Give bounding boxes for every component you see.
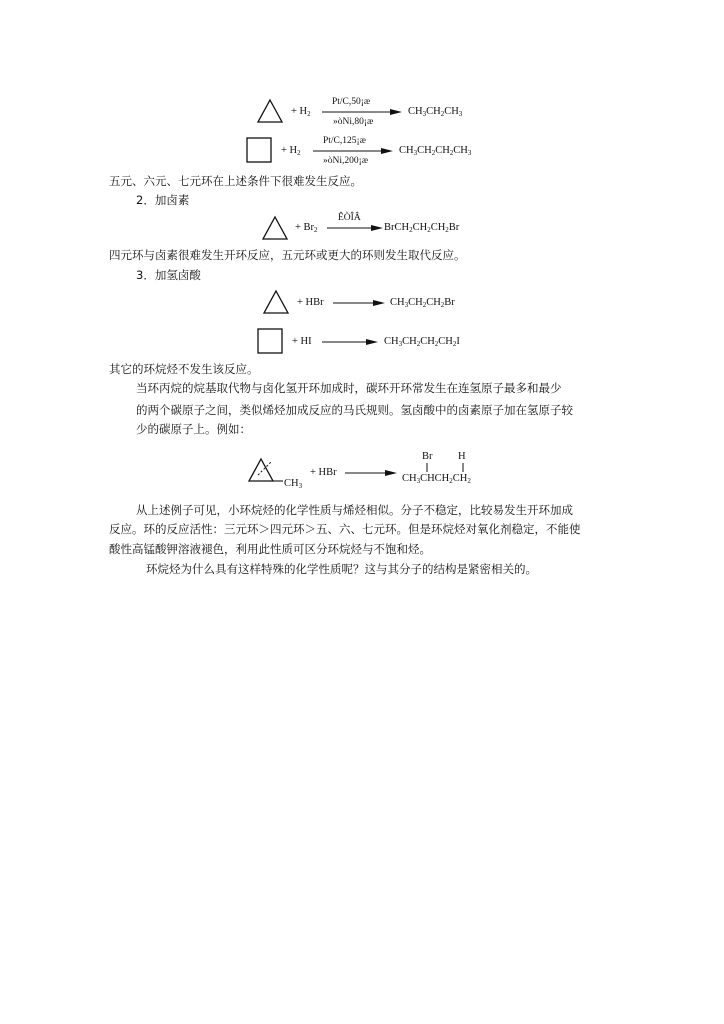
document-page: + $H_2$ Pt/C,50¡æ »òNi,80¡æ $CH_3CH_2CH_3$ + $H_2$ Pt/C,125¡æ »òNi,200¡æ $CH_3CH_2CH_2CH_3$ 五元、六元、七元环在上述条件下很难发生反应。 2．加卤素 + $Br_2$ ÊÒÎÂ $BrCH_2CH_2CH_2Br$ 四元环与卤素很难发生开环反应，五元环或更大的环则发生取代反应。 3．加氢卤酸 + HBr $CH_3CH_2CH_2Br$ + HI $CH_3CH_2CH_2CH_2I$ 其它的环烷烃不发生该反应。 当环丙烷的烷基取代物与卤化氢开环加成时，碳环开环常发生在连氢原子最多和最少 的两个碳原子之间，类似烯烃加成反应的马氏规则。氢卤酸中的卤素原子加在氢原子较 少的碳原子上。例如： $CH_3$ + HBr Br H $CH_3CHCH_2CH_2$ 从上述例子可见，小环烷烃的化学性质与烯烃相似。分子不稳定，比较易发生开环加成 反应。环的反应活性：三元环＞四元环＞五、六、七元环。但是环烷烃对氧化剂稳定，不能使 酸性高锰酸钾溶液褪色，利用此性质可区分环烷烃与不饱和烃。 环烷烃为什么具有这样特殊的化学性质呢？这与其分子的结构是紧密相关的。 (109, 97, 581, 576)
reaction-arrow (322, 108, 402, 116)
product-formula: $CH_3CH_2CH_2Br$ (390, 297, 455, 309)
substituent-label: $CH_3$ (284, 478, 303, 490)
reagent-label: + HI (292, 336, 312, 347)
methylcyclopropane-icon (249, 458, 289, 484)
product-formula: $CH_3CH_2CH_2CH_3$ (399, 145, 472, 157)
reagent-label: + Br (295, 222, 315, 233)
reagent-label: + H (281, 145, 298, 156)
h-label: H (458, 451, 466, 462)
reaction-arrow (313, 147, 393, 155)
reaction-arrow (322, 338, 378, 346)
paragraph-line: 的两个碳原子之间，类似烯烃加成反应的马氏规则。氢卤酸中的卤素原子加在氢原子较 (136, 403, 573, 417)
cyclopropane-icon (263, 290, 289, 314)
condition-bottom: »òNi,80¡æ (333, 117, 374, 127)
paragraph-line: 酸性高锰酸钾溶液褪色，利用此性质可区分环烷烃与不饱和烃。 (109, 542, 431, 556)
section-heading: 2．加卤素 (136, 193, 190, 207)
condition-top: Pt/C,50¡æ (332, 97, 371, 107)
paragraph-line: 少的碳原子上。例如： (136, 422, 251, 436)
condition-top: Pt/C,125¡æ (323, 136, 367, 146)
paragraph-line: 当环丙烷的烷基取代物与卤化氢开环加成时，碳环开环常发生在连氢原子最多和最少 (136, 381, 562, 395)
paragraph: 四元环与卤素很难发生开环反应，五元环或更大的环则发生取代反应。 (109, 248, 466, 262)
product-formula: $CH_3CH_2CH_2CH_2I$ (384, 336, 460, 348)
product-formula: $CH_3CH_2CH_3$ (408, 106, 463, 118)
condition-top: ÊÒÎÂ (338, 213, 361, 223)
paragraph-line: 从上述例子可见，小环烷烃的化学性质与烯烃相似。分子不稳定，比较易发生开环加成 (136, 503, 573, 517)
reaction-arrow (327, 224, 383, 232)
cyclopropane-icon (262, 216, 288, 240)
reagent-label: + HBr (297, 297, 324, 308)
cyclobutane-icon (246, 137, 272, 163)
condition-bottom: »òNi,200¡æ (323, 156, 369, 166)
reagent-label: + HBr (310, 467, 337, 478)
paragraph-line: 反应。环的反应活性：三元环＞四元环＞五、六、七元环。但是环烷烃对氧化剂稳定，不能使 (109, 522, 581, 536)
paragraph: 五元、六元、七元环在上述条件下很难发生反应。 (109, 174, 362, 188)
br-label: Br (422, 451, 433, 462)
reaction-arrow (345, 469, 397, 477)
paragraph: 环烷烃为什么具有这样特殊的化学性质呢？这与其分子的结构是紧密相关的。 (146, 562, 537, 576)
cyclopropane-icon (257, 99, 283, 123)
cyclobutane-icon (257, 328, 283, 354)
section-heading: 3．加氢卤酸 (136, 268, 201, 282)
product-formula: $BrCH_2CH_2CH_2Br$ (384, 222, 460, 234)
reaction-arrow (333, 299, 385, 307)
paragraph: 其它的环烷烃不发生该反应。 (109, 362, 259, 376)
reagent-label: + H (291, 106, 308, 117)
product-formula: $CH_3CHCH_2CH_2$ (402, 473, 471, 485)
